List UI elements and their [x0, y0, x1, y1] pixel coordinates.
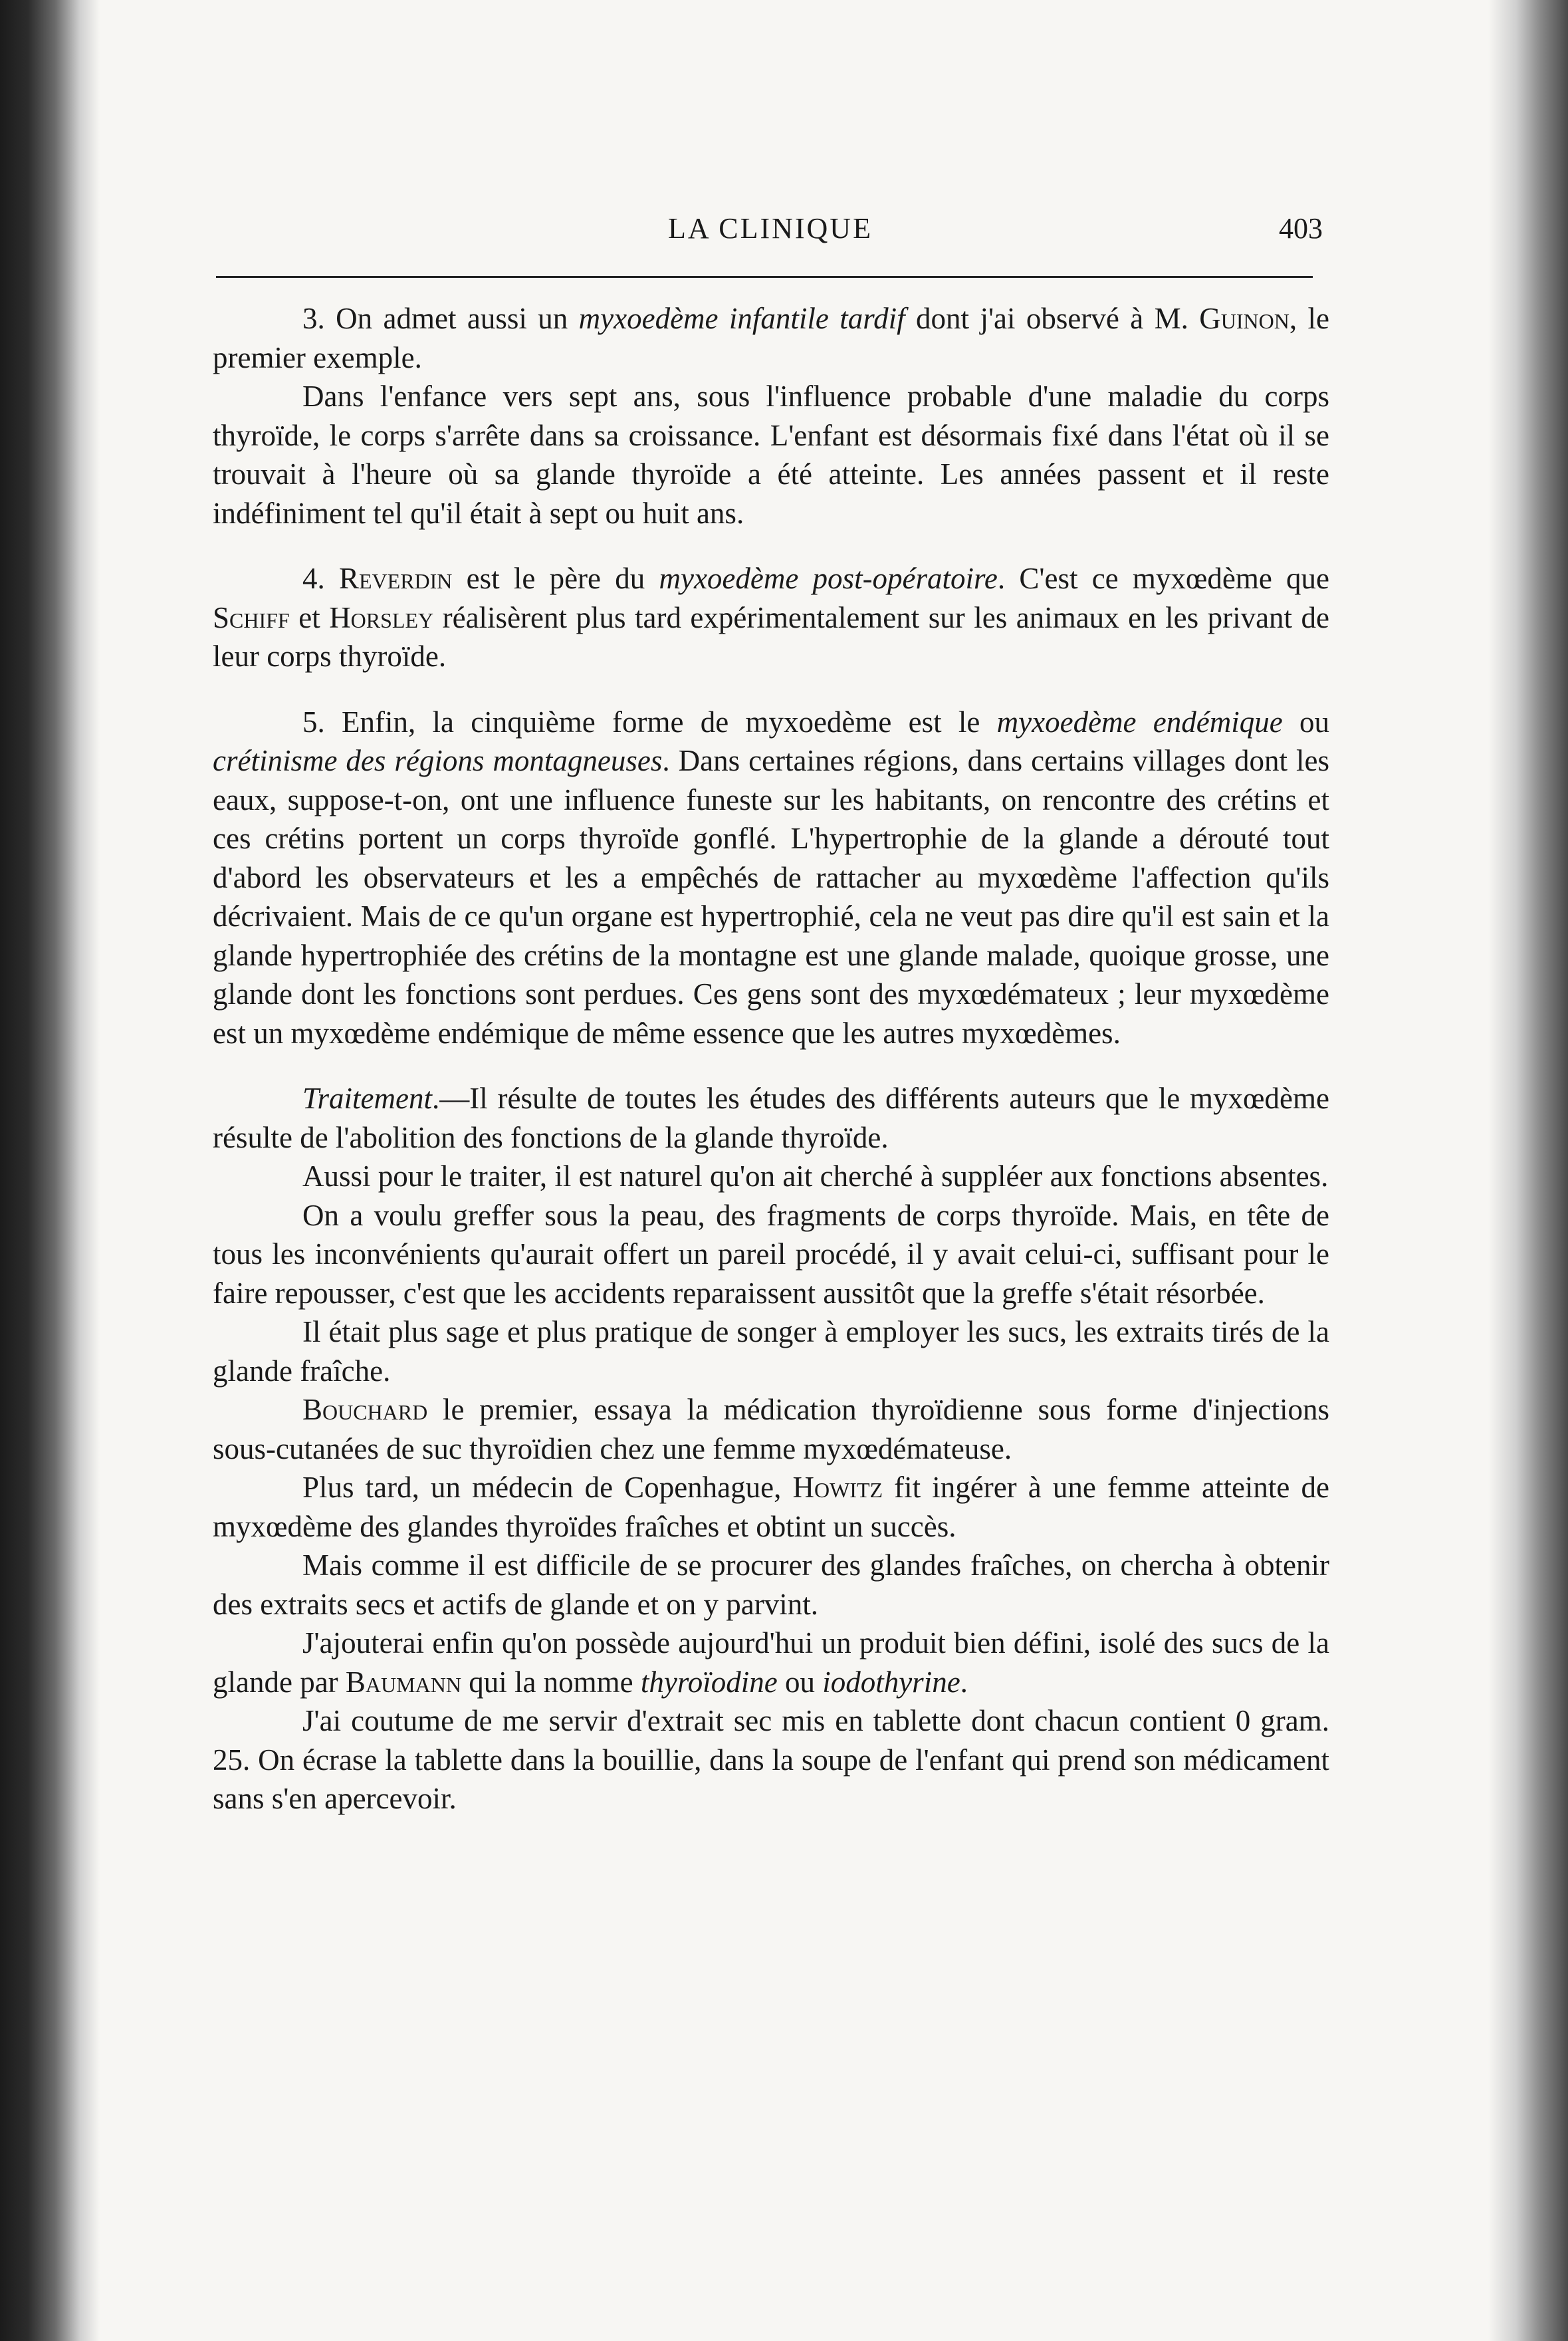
author-name: Howitz	[792, 1471, 883, 1504]
text-run: fit ingérer à une femme atteinte de myxœdème des glandes thyroïdes fraîches et obtint un succès.	[213, 1471, 1329, 1543]
paragraph	[213, 1390, 1329, 1468]
paragraph	[213, 1468, 1329, 1546]
author-name: Reverdin	[338, 562, 453, 595]
italic-term: iodothyrine	[822, 1665, 960, 1699]
text-run: Dans l'enfance vers sept ans, sous l'influence probable d'une maladie du corps thyroïde, le corps s'arrête dans sa croissance. L'enfant est désormais fixé dans l'état où il se trouvait à l'heure où sa glande thyroïde a été atteinte. Les années passent et il reste indéfiniment tel qu'il était à sept ou huit ans.	[213, 380, 1329, 530]
text-run: Aussi pour le traiter, il est naturel qu'on ait cherché à suppléer aux fonctions absentes.	[302, 1160, 1329, 1193]
text-run: réalisèrent plus tard expérimentalement sur les animaux en les privant de leur corps thyroïde.	[213, 600, 1329, 673]
paragraph	[213, 703, 1329, 1053]
text-run: . C'est ce myxœdème que	[997, 562, 1330, 595]
paragraph	[213, 1312, 1329, 1390]
body-text	[213, 299, 1329, 1818]
text-run: .—Il résulte de toutes les études des différents auteurs que le myxœdème résulte de l'abolition des fonctions de la glande thyroïde.	[213, 1082, 1329, 1154]
text-run: J'ai coutume de me servir d'extrait sec mis en tablette dont chacun contient 0 gram. 25. On écrase la tablette dans la bouillie, dans la soupe de l'enfant qui prend son médicament sans s'en apercevoir.	[213, 1704, 1329, 1815]
paragraph	[213, 1079, 1329, 1157]
text-run: qui la nomme	[461, 1665, 641, 1699]
text-run: ou	[777, 1665, 823, 1699]
author-name: Horsley	[329, 600, 434, 634]
text-run: .	[960, 1665, 968, 1699]
header-rule	[216, 276, 1313, 278]
text-run: 4.	[302, 562, 339, 595]
text-run: dont j'ai observé à M.	[905, 302, 1200, 335]
scan-edge-right	[1488, 0, 1568, 2341]
paragraph	[213, 1546, 1329, 1624]
italic-term: thyroïodine	[640, 1665, 778, 1699]
text-run: . Dans certaines régions, dans certains villages dont les eaux, suppose-t-on, ont une influence funeste sur les habitants, on rencontre des crétins et ces crétins portent un corps thyroïde gonflé. L'hypertrophie de la glande a dérouté tout d'abord les observateurs et les a empêchés de rattacher au myxœdème l'affection qu'ils décrivaient. Mais de ce qu'un organe est hypertrophié, cela ne veut pas dire qu'il est sain et la glande hypertrophiée des crétins de la montagne est une glande malade, quoique grosse, une glande dont les fonctions sont perdues. Ces gens sont des myxœdémateux ; leur myxœdème est un myxœdème endémique de même essence que les autres myxœdèmes.	[213, 744, 1329, 1050]
running-title: LA CLINIQUE	[668, 212, 873, 245]
paragraph	[213, 299, 1329, 377]
text-run: le premier, essaya la médication thyroïdienne sous forme d'injections sous-cutanées de suc thyroïdien chez une femme myxœdémateuse.	[213, 1393, 1329, 1465]
paragraph	[213, 1196, 1329, 1313]
text-run: J'ajouterai enfin qu'on possède aujourd'hui un produit bien défini, isolé des sucs de la glande par	[213, 1626, 1329, 1699]
text-run: 5. Enfin, la cinquième forme de myxoedème est le	[302, 705, 997, 739]
author-name: Schiff	[213, 600, 290, 634]
text-run: ou	[1282, 705, 1330, 739]
italic-term: myxoedème post-opératoire	[659, 562, 998, 595]
text-run: Plus tard, un médecin de Copenhague,	[302, 1471, 793, 1504]
author-name: Bouchard	[302, 1393, 428, 1426]
page-number: 403	[1279, 212, 1323, 245]
author-name: Guinon	[1199, 302, 1289, 335]
text-run: 3. On admet aussi un	[302, 302, 579, 335]
paragraph	[213, 1624, 1329, 1701]
page-header	[296, 211, 1323, 258]
scan-edge-left	[0, 0, 100, 2341]
italic-term: Traitement	[302, 1082, 433, 1115]
text-run: est le père du	[452, 562, 659, 595]
text-run: Mais comme il est difficile de se procurer des glandes fraîches, on chercha à obtenir des extraits secs et actifs de glande et on y parvint.	[213, 1548, 1329, 1621]
paragraph	[213, 377, 1329, 533]
text-run: et	[289, 600, 330, 634]
italic-term: myxoedème infantile tardif	[578, 302, 905, 335]
italic-term: myxoedème endémique	[996, 705, 1283, 739]
paragraph	[213, 1701, 1329, 1818]
text-run: Il était plus sage et plus pratique de songer à employer les sucs, les extraits tirés de la glande fraîche.	[213, 1315, 1329, 1388]
author-name: Baumann	[345, 1665, 461, 1699]
paragraph	[213, 559, 1329, 676]
text-run: , le premier exemple.	[213, 302, 1329, 374]
text-run: On a voulu greffer sous la peau, des fragments de corps thyroïde. Mais, en tête de tous les inconvénients qu'aurait offert un pareil procédé, il y avait celui-ci, suffisant pour le faire repousser, c'est que les accidents reparaissent aussitôt que la greffe s'était résorbée.	[213, 1198, 1329, 1310]
italic-term: crétinisme des régions montagneuses	[213, 744, 663, 777]
paragraph	[213, 1157, 1329, 1196]
